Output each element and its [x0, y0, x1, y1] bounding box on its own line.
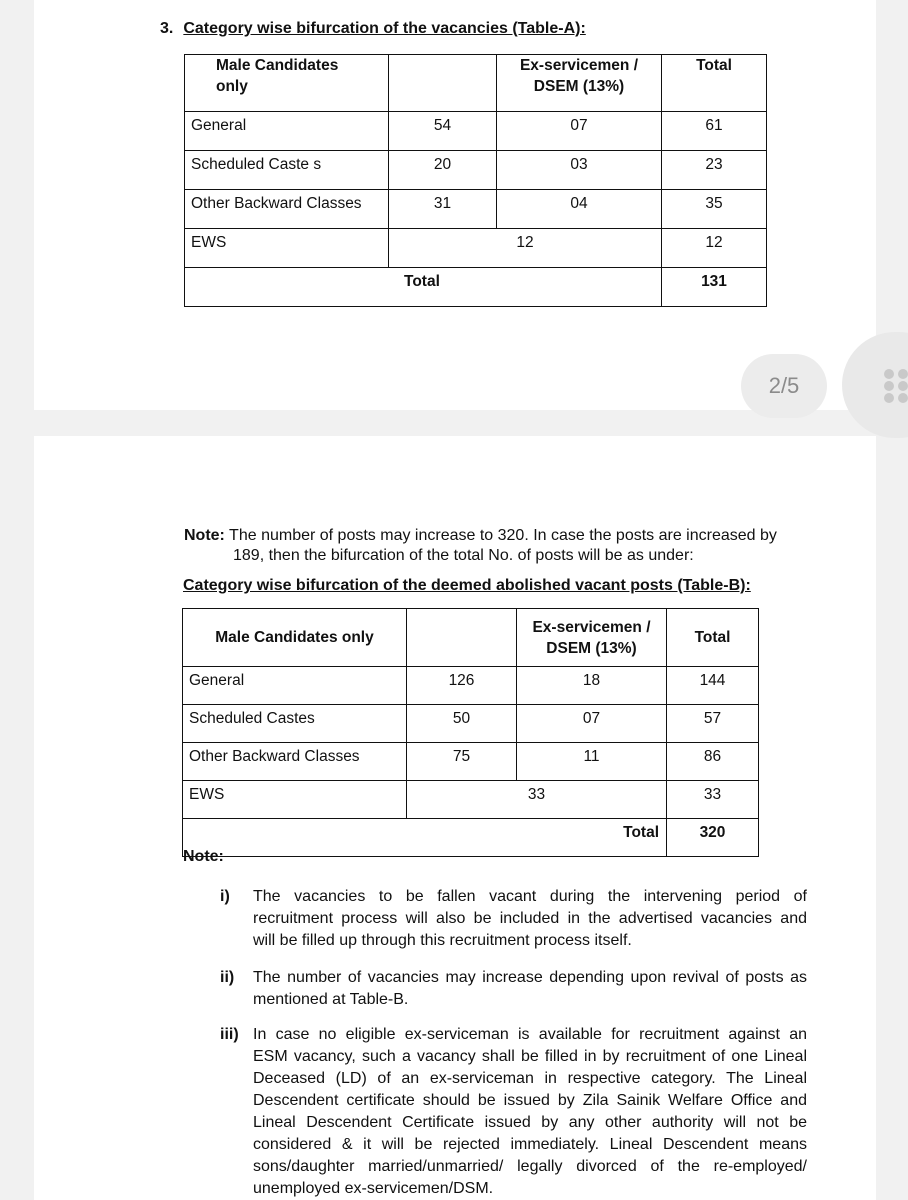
section-title: Category wise bifurcation of the vacancies (Table-A):	[183, 20, 586, 37]
section-3-heading	[160, 20, 586, 38]
text-line: In case no eligible ex-serviceman is available for recruitment against an	[253, 1026, 807, 1043]
table-row-ews	[185, 229, 767, 268]
table-row	[185, 190, 767, 229]
note-item	[220, 1024, 810, 1200]
document-page-3	[34, 436, 876, 1200]
header-text: Ex-servicemen /	[519, 57, 639, 74]
table-total-row	[185, 268, 767, 307]
male-cell: 54	[389, 112, 497, 151]
note-item-text	[253, 886, 807, 952]
total-cell: 86	[667, 743, 759, 781]
text-line: ESM vacancy, such a vacancy shall be filled in by recruitment of one Lineal	[253, 1048, 807, 1065]
header-total: Total	[667, 609, 759, 667]
category-cell: EWS	[185, 229, 389, 268]
header-text: DSEM (13%)	[546, 639, 637, 657]
table-row-ews	[183, 781, 759, 819]
esm-cell: 11	[517, 743, 667, 781]
header-text: Ex-servicemen /	[532, 618, 651, 636]
note-item	[220, 886, 810, 956]
table-row	[185, 151, 767, 190]
note-item-text	[253, 967, 807, 1011]
male-cell: 20	[389, 151, 497, 190]
text-line: unemployed ex-servicemen/DSM.	[253, 1180, 494, 1197]
note-2-label: Note:	[183, 848, 224, 865]
text-line: Lineal Descendent Certificate issued by any other authority will not be	[253, 1114, 807, 1131]
note-label: Note:	[184, 527, 225, 544]
category-cell: Scheduled Caste s	[185, 151, 389, 190]
category-cell: Other Backward Classes	[183, 743, 407, 781]
total-cell: 35	[662, 190, 767, 229]
text-line: mentioned at Table-B.	[253, 991, 409, 1008]
text-line: will be filled up through this recruitment process itself.	[253, 932, 632, 949]
table-total-row	[183, 819, 759, 857]
total-cell: 57	[667, 705, 759, 743]
category-cell: General	[185, 112, 389, 151]
header-ex-servicemen	[517, 609, 667, 667]
total-cell: 12	[662, 229, 767, 268]
category-cell: EWS	[183, 781, 407, 819]
male-cell: 31	[389, 190, 497, 229]
table-a	[184, 54, 767, 307]
header-male-candidates: Male Candidates only	[183, 609, 407, 667]
male-cell: 126	[407, 667, 517, 705]
total-label: Total	[185, 268, 662, 307]
text-line: Deceased (LD) of an ex-serviceman in respective category. The Lineal	[253, 1070, 807, 1087]
table-row	[183, 743, 759, 781]
text-line: recruitment process will also be included in the advertised vacancies and	[253, 910, 807, 927]
total-cell: 33	[667, 781, 759, 819]
note-marker: iii)	[220, 1026, 239, 1043]
esm-cell: 18	[517, 667, 667, 705]
header-total: Total	[662, 55, 767, 112]
text-line: considered & it will be rejected immediately. Lineal Descendent means	[253, 1136, 807, 1153]
header-ex-servicemen	[497, 55, 662, 112]
esm-cell: 04	[497, 190, 662, 229]
category-cell: Other Backward Classes	[185, 190, 389, 229]
header-text: only	[216, 78, 248, 95]
header-male-candidates	[185, 55, 389, 112]
table-row	[185, 112, 767, 151]
table-b-title: Category wise bifurcation of the deemed abolished vacant posts (Table-B):	[183, 577, 751, 594]
header-text: Male Candidates	[216, 57, 339, 74]
text-line: The number of vacancies may increase depending upon revival of posts as	[253, 969, 807, 986]
total-cell: 23	[662, 151, 767, 190]
note-item-text	[253, 1024, 807, 1200]
table-header-row	[183, 609, 759, 667]
total-cell: 61	[662, 112, 767, 151]
text-line: The vacancies to be fallen vacant during the intervening period of	[253, 888, 807, 905]
category-cell: General	[183, 667, 407, 705]
note-1	[184, 526, 824, 566]
note-item	[220, 967, 810, 1013]
male-cell: 50	[407, 705, 517, 743]
header-empty-cell	[407, 609, 517, 667]
category-cell: Scheduled Castes	[183, 705, 407, 743]
total-cell: 144	[667, 667, 759, 705]
ews-merged-cell: 33	[407, 781, 667, 819]
section-number: 3.	[160, 20, 174, 37]
ews-merged-cell: 12	[389, 229, 662, 268]
document-page-2	[34, 0, 876, 410]
esm-cell: 07	[517, 705, 667, 743]
total-label: Total	[183, 819, 667, 857]
note-text-line2: 189, then the bifurcation of the total No. of posts will be as under:	[233, 547, 694, 564]
table-b	[182, 608, 759, 857]
text-line: sons/daughter married/unmarried/ legally divorced of the re-employed/	[253, 1158, 807, 1175]
esm-cell: 07	[497, 112, 662, 151]
note-text: The number of posts may increase to 320. In case the posts are increased by	[224, 527, 777, 544]
text-line: Descendent certificate should be issued by Zila Sainik Welfare Office and	[253, 1092, 807, 1109]
esm-cell: 03	[497, 151, 662, 190]
note-marker: i)	[220, 888, 230, 905]
header-empty-cell	[389, 55, 497, 112]
male-cell: 75	[407, 743, 517, 781]
grand-total: 320	[667, 819, 759, 857]
table-row	[183, 667, 759, 705]
grid-dots-icon[interactable]	[884, 369, 908, 401]
table-row	[183, 705, 759, 743]
table-header-row	[185, 55, 767, 112]
header-text: DSEM (13%)	[533, 78, 625, 95]
note-marker: ii)	[220, 969, 235, 986]
page-indicator: 2/5	[741, 354, 827, 418]
grand-total: 131	[662, 268, 767, 307]
